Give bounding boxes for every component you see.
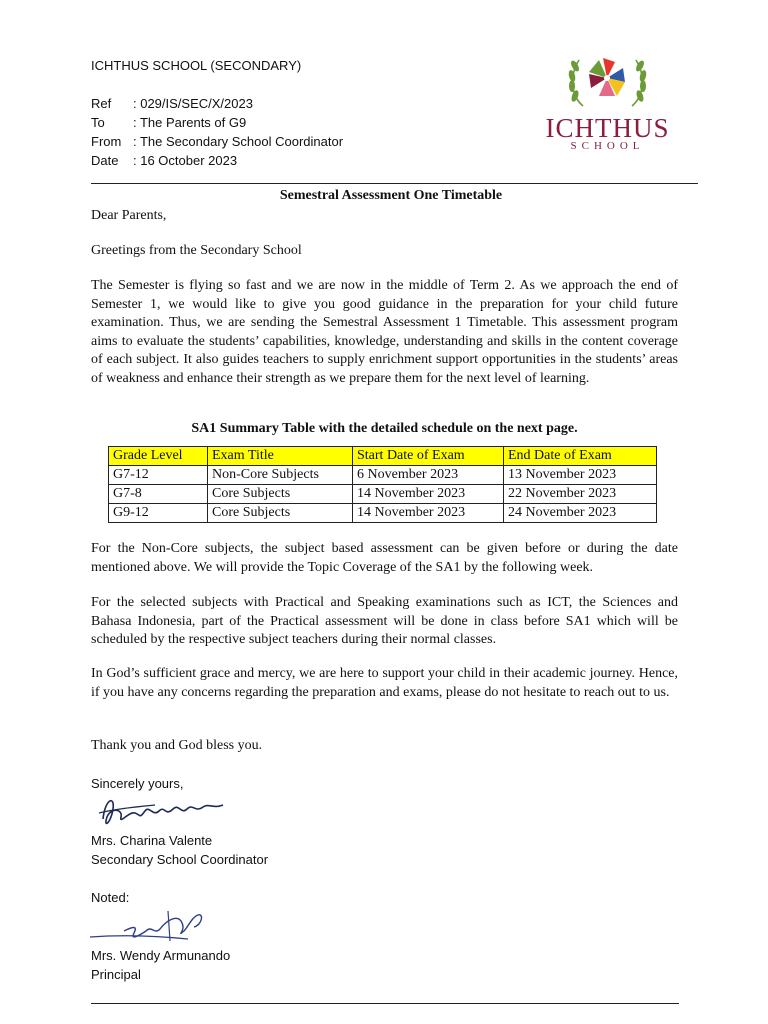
header-divider xyxy=(91,183,698,184)
greeting: Greetings from the Secondary School xyxy=(91,243,302,258)
table-cell: 22 November 2023 xyxy=(504,485,657,504)
table-header-row xyxy=(109,447,657,466)
table-header: Exam Title xyxy=(208,447,353,466)
table-row xyxy=(109,485,657,504)
sa1-summary-table xyxy=(108,446,657,523)
table-cell: G7-12 xyxy=(109,466,208,485)
table-cell: 24 November 2023 xyxy=(504,504,657,523)
meta-to: To : The Parents of G9 xyxy=(91,115,247,130)
principal-signature-icon xyxy=(88,905,218,950)
salutation: Dear Parents, xyxy=(91,208,167,223)
table-cell: 6 November 2023 xyxy=(353,466,504,485)
paragraph-practical: For the selected subjects with Practical and Speaking examinations such as ICT, the Sciences and Bahasa Indonesia, part of the Practical assessment will be done in class before SA1 which will be scheduled by the respective subject teachers during their normal classes. xyxy=(91,595,678,647)
table-cell: G9-12 xyxy=(109,504,208,523)
table-header: Grade Level xyxy=(109,447,208,466)
school-name: ICHTHUS SCHOOL (SECONDARY) xyxy=(91,58,302,73)
table-cell: G7-8 xyxy=(109,485,208,504)
paragraph-noncore: For the Non-Core subjects, the subject based assessment can be given before or during the date mentioned above. We will provide the Topic Coverage of the SA1 by the following week. xyxy=(91,541,678,575)
noted-label: Noted: xyxy=(91,890,130,905)
logo-wordmark: ICHTHUS xyxy=(545,113,670,143)
memo-meta xyxy=(91,94,343,170)
table-cell: 14 November 2023 xyxy=(353,504,504,523)
table-cell: Non-Core Subjects xyxy=(208,466,353,485)
table-cell: Core Subjects xyxy=(208,485,353,504)
principal-title: Principal xyxy=(91,967,141,982)
logo-subtitle: SCHOOL xyxy=(570,140,645,152)
coordinator-signature-icon xyxy=(95,789,230,834)
meta-from: From : The Secondary School Coordinator xyxy=(91,134,344,149)
coordinator-name: Mrs. Charina Valente xyxy=(91,833,213,848)
principal-name: Mrs. Wendy Armunando xyxy=(91,948,231,963)
letter-title: Semestral Assessment One Timetable xyxy=(279,188,503,203)
table-cell: 14 November 2023 xyxy=(353,485,504,504)
coordinator-title: Secondary School Coordinator xyxy=(91,852,269,867)
closing-line: Thank you and God bless you. xyxy=(91,738,263,753)
table-cell: 13 November 2023 xyxy=(504,466,657,485)
paragraph-intro: The Semester is flying so fast and we are now in the middle of Term 2. As we approach the end of Semester 1, we would like to give you good guidance in the preparation for your child future examination. Thus, we are sending the Semestral Assessment 1 Timetable. This assessment program aims to evaluate the students’ capabilities, knowledge, understanding and skills in the content coverage of each subject. It also guides teachers to supply enrichment support opportunities in the students’ areas of weakness and enhance their strength as we prepare them for the next level of learning. xyxy=(91,278,678,386)
meta-ref: Ref : 029/IS/SEC/X/2023 xyxy=(91,96,253,111)
table-cell: Core Subjects xyxy=(208,504,353,523)
table-header: Start Date of Exam xyxy=(353,447,504,466)
sincerely-label: Sincerely yours, xyxy=(91,776,184,791)
footer-divider xyxy=(91,1003,679,1004)
paragraph-support: In God’s sufficient grace and mercy, we are here to support your child in their academic journey. Hence, if you have any concerns regarding the preparation and exams, please do not hesitate to reach out to us. xyxy=(91,666,678,700)
table-row xyxy=(109,504,657,523)
table-row xyxy=(109,466,657,485)
meta-date: Date : 16 October 2023 xyxy=(91,153,238,168)
table-header: End Date of Exam xyxy=(504,447,657,466)
table-title: SA1 Summary Table with the detailed schedule on the next page. xyxy=(191,421,578,436)
